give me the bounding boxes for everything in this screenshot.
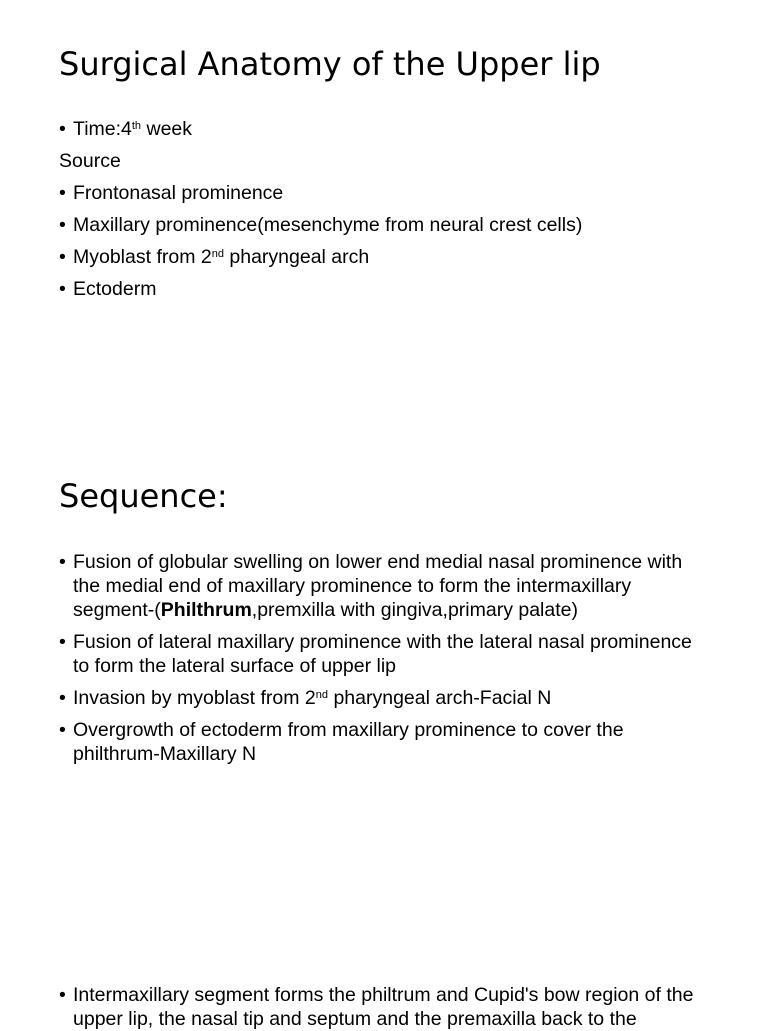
bullet-dot: • (59, 118, 66, 140)
bullet-dot: • (59, 182, 66, 204)
bullet-time: • Time:4th week (59, 118, 193, 140)
bullet-fusion-globular: • Fusion of globular swelling on lower end medial nasal prominence with the medial end of maxillary prominence to form the intermaxillary segment-(Philthrum,premxilla with gingiva,primary palate) (59, 551, 683, 621)
bullet-overgrowth: • Overgrowth of ectoderm from maxillary prominence to cover the philthrum-Maxillary N (59, 719, 624, 765)
bullet-dot: • (59, 246, 66, 268)
bullet-maxillary: • Maxillary prominence(mesenchyme from neural crest cells) (59, 214, 583, 236)
source-label: Source (59, 150, 121, 172)
slide-2-body (59, 550, 709, 766)
bullet-dot: • (59, 278, 66, 300)
bullet-intermaxillary: • Intermaxillary segment forms the philtrum and Cupid's bow region of the upper lip, the nasal tip and septum and the premaxilla back to the (59, 984, 694, 1030)
bullet-dot: • (59, 687, 66, 709)
bullet-myoblast: • Myoblast from 2nd pharyngeal arch (59, 246, 370, 268)
bullet-frontonasal: • Frontonasal prominence (59, 182, 284, 204)
philthrum-bold: Philthrum (160, 599, 252, 621)
bullet-fusion-lateral: • Fusion of lateral maxillary prominence with the lateral nasal prominence to form the lateral surface of upper lip (59, 631, 692, 677)
bullet-invasion: • Invasion by myoblast from 2nd pharyngeal arch-Facial N (59, 687, 552, 709)
slide-1-body (59, 117, 709, 301)
bullet-dot: • (59, 214, 66, 236)
bullet-dot: • (59, 984, 66, 1006)
bullet-ectoderm: • Ectoderm (59, 278, 157, 300)
bullet-dot: • (59, 719, 66, 741)
bullet-dot: • (59, 551, 66, 573)
bullet-dot: • (59, 631, 66, 653)
slide-1-title: Surgical Anatomy of the Upper lip (59, 45, 601, 83)
slide-2-title: Sequence: (59, 477, 228, 515)
